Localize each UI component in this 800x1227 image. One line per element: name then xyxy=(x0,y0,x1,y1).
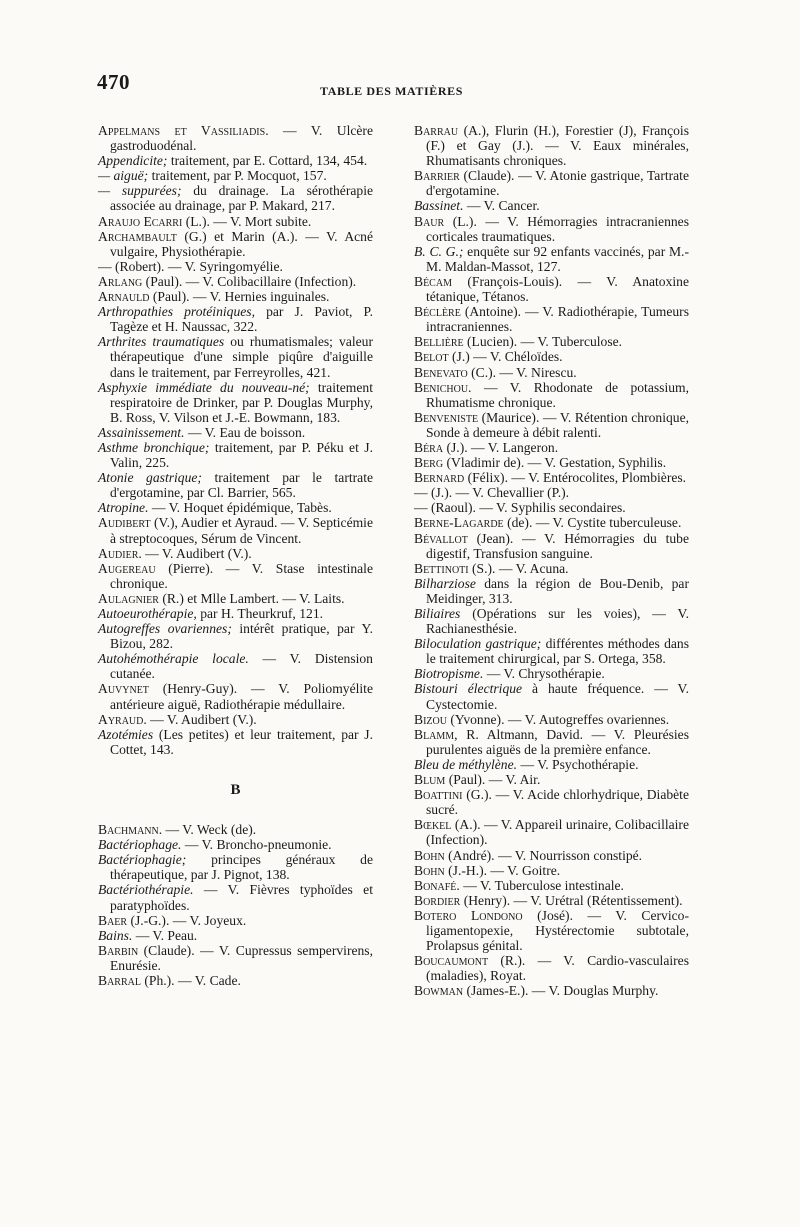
entry-text: (Paul). — V. Air. xyxy=(445,772,541,788)
entry-text: différentes méthodes dans le traitement chirurgical, par S. Ortega, 358. xyxy=(426,636,689,667)
index-entry xyxy=(414,772,689,787)
entry-heading: Augereau xyxy=(98,560,156,576)
entry-heading: Arthropathies protéiniques, xyxy=(98,304,255,320)
entry-text: (Maurice). — V. Rétention chronique, Sonde à demeure à débit ralenti. xyxy=(426,409,689,440)
index-entry xyxy=(414,787,689,817)
index-entry xyxy=(98,289,373,304)
index-entry xyxy=(98,425,373,440)
entry-text: principes généraux de thérapeutique, par J. Pignot, 138. xyxy=(110,852,373,883)
entry-heading: B. C. G.; xyxy=(414,243,464,259)
entry-text: traitement, par E. Cottard, 134, 454. xyxy=(167,153,368,169)
entry-heading: Bœkel xyxy=(414,817,452,833)
index-entry xyxy=(98,183,373,213)
entry-heading: Autogreffes ovariennes; xyxy=(98,621,232,637)
index-entry xyxy=(414,500,689,515)
entry-text: (Yvonne). — V. Autogreffes ovariennes. xyxy=(446,711,670,727)
entry-heading: Autohémothérapie locale. xyxy=(98,651,249,667)
entry-text: (G.) et Marin (A.). — V. Acné vulgaire, Physiothérapie. xyxy=(110,228,373,259)
index-entry xyxy=(98,727,373,757)
entry-heading: Arthrites traumatiques xyxy=(98,334,225,350)
index-entry xyxy=(414,636,689,666)
entry-text: (de). — V. Cystite tuberculeuse. xyxy=(503,515,682,531)
entry-heading: Bactériophagie; xyxy=(98,852,187,868)
index-entry xyxy=(414,334,689,349)
entry-text: (R.) et Mlle Lambert. — V. Laits. xyxy=(158,590,345,606)
index-entry xyxy=(98,229,373,259)
index-entry xyxy=(414,908,689,953)
entry-text: intérêt pratique, par Y. Bizou, 282. xyxy=(110,621,373,652)
entry-text: (Paul). — V. Hernies inguinales. xyxy=(149,289,330,305)
entry-heading: Atonie gastrique; xyxy=(98,470,202,486)
entry-heading: — aiguë; xyxy=(98,168,149,184)
index-entry xyxy=(98,712,373,727)
entry-heading: Bains. xyxy=(98,927,133,943)
entry-text: (G.). — V. Acide chlorhydrique, Diabète sucré. xyxy=(426,787,689,818)
entry-heading: — xyxy=(414,500,428,516)
entry-text: (L.). — V. Mort subite. xyxy=(182,213,312,229)
index-entry xyxy=(414,727,689,757)
entry-heading: — xyxy=(414,485,428,501)
entry-heading: Atropine. xyxy=(98,500,149,516)
entry-text: (Pierre). — V. Stase intestinale chronique. xyxy=(110,560,373,591)
entry-text: (Claude). — V. Cupressus sempervirens, Enurésie. xyxy=(110,942,373,973)
entry-heading: Bilharziose xyxy=(414,575,476,591)
entry-heading: Barrau xyxy=(414,123,459,138)
left-column xyxy=(98,123,373,988)
index-entry xyxy=(414,817,689,847)
entry-heading: Bassinet. xyxy=(414,198,464,214)
entry-heading: Berne-Lagarde xyxy=(414,515,504,531)
entry-text: (R.). — V. Cardio-vasculaires (maladies), Royat. xyxy=(426,953,689,984)
entry-text: (J.). — V. Chevallier (P.). xyxy=(427,485,570,501)
entry-heading: Auvynet xyxy=(98,681,149,697)
entry-text: (Paul). — V. Colibacillaire (Infection). xyxy=(142,273,357,289)
entry-heading: Azotémies xyxy=(98,726,154,742)
index-entry xyxy=(414,380,689,410)
entry-text: (J.). — V. Langeron. xyxy=(443,439,559,455)
entry-text: — V. Peau. xyxy=(132,927,198,943)
entry-text: (André). — V. Nourrisson constipé. xyxy=(444,847,643,863)
entry-text: (S.). — V. Acuna. xyxy=(468,560,569,576)
entry-heading: Appelmans et Vassiliadis. xyxy=(98,123,269,138)
entry-heading: Bachmann. xyxy=(98,822,163,838)
index-entry xyxy=(98,440,373,470)
index-entry xyxy=(98,928,373,943)
entry-text: — V. Broncho-pneumonie. xyxy=(181,837,332,853)
index-entry xyxy=(98,561,373,591)
entry-heading: Autoeurothérapie, xyxy=(98,606,197,621)
entry-text: (Robert). — V. Syringomyélie. xyxy=(111,258,283,274)
entry-text: (Vladimir de). — V. Gestation, Syphilis. xyxy=(443,455,667,471)
entry-text: dans la région de Bou-Denib, par Meidinger, 313. xyxy=(426,575,689,606)
index-entry xyxy=(98,606,373,621)
entry-heading: Bévallot xyxy=(414,530,468,546)
index-entry xyxy=(98,274,373,289)
index-entry xyxy=(98,168,373,183)
entry-heading: Appendicite; xyxy=(98,153,168,169)
index-entry xyxy=(98,500,373,515)
index-entry xyxy=(98,515,373,545)
entry-text: R. Altmann, David. — V. Pleurésies purulentes aiguës de la première enfance. xyxy=(426,726,689,757)
entry-text: — V. Cancer. xyxy=(463,198,540,214)
entry-text: (J.-H.). — V. Goitre. xyxy=(444,862,561,878)
entry-text: traitement par le tartrate d'ergotamine, par Cl. Barrier, 565. xyxy=(110,470,374,501)
index-entry xyxy=(98,546,373,561)
index-entry xyxy=(98,822,373,837)
entry-heading: Barral xyxy=(98,972,141,988)
entry-text: (A.), Flurin (H.), Forestier (J), François (F.) et Gay (J.). — V. Eaux minérales, Rhumatisants chroniques. xyxy=(426,123,689,169)
entry-text: (Raoul). — V. Syphilis secondaires. xyxy=(427,500,626,516)
entry-heading: Blamm, xyxy=(414,726,458,742)
entry-heading: Bécam xyxy=(414,273,452,289)
entry-heading: Bonafé. xyxy=(414,877,460,893)
entry-heading: Béclère xyxy=(414,304,461,320)
index-entry xyxy=(98,380,373,425)
index-entry xyxy=(98,123,373,153)
index-entry xyxy=(414,274,689,304)
section-letter: B xyxy=(230,781,241,798)
entry-text: — V. Rhodonate de potassium, Rhumatisme chronique. xyxy=(426,379,689,410)
index-entry xyxy=(98,304,373,334)
entry-text: (J.-G.). — V. Joyeux. xyxy=(127,912,247,928)
index-entry xyxy=(98,621,373,651)
entry-text: — V. Distension cutanée. xyxy=(110,651,373,682)
index-entry xyxy=(98,651,373,681)
entry-text: (Henry-Guy). — V. Poliomyélite antérieure aiguë, Radiothérapie médullaire. xyxy=(110,681,373,712)
entry-heading: Bistouri électrique xyxy=(414,681,523,697)
entry-text: (James-E.). — V. Douglas Murphy. xyxy=(463,983,659,999)
index-entry xyxy=(98,852,373,882)
entry-heading: Bizou xyxy=(414,711,447,727)
entry-text: traitement, par P. Péku et J. Valin, 225. xyxy=(110,439,373,471)
entry-heading: Barrier xyxy=(414,168,460,184)
entry-text: (Jean). — V. Hémorragies du tube digestif, Transfusion sanguine. xyxy=(426,530,689,561)
index-entry xyxy=(98,334,373,379)
index-entry xyxy=(414,485,689,500)
index-entry xyxy=(414,304,689,334)
entry-heading: Benveniste xyxy=(414,409,479,425)
entry-text: (José). — V. Cervico-ligamentopexie, Hystérectomie subtotale, Prolapsus génital. xyxy=(426,907,689,954)
entry-text: — V. Hoquet épidémique, Tabès. xyxy=(148,500,332,516)
index-entry xyxy=(414,666,689,681)
entry-heading: Barbin xyxy=(98,942,139,958)
entry-heading: Bohn xyxy=(414,847,445,863)
index-entry xyxy=(98,973,373,988)
entry-text: (A.). — V. Appareil urinaire, Colibacillaire (Infection). xyxy=(426,817,689,848)
entry-text: enquête sur 92 enfants vaccinés, par M.-M. Maldan-Massot, 127. xyxy=(426,243,689,274)
entry-heading: Aulagnier xyxy=(98,590,159,606)
index-entry xyxy=(414,349,689,364)
index-entry xyxy=(414,848,689,863)
entry-text: (L.). — V. Hémorragies intracraniennes corticales traumatiques. xyxy=(426,213,689,244)
entry-heading: Bactériophage. xyxy=(98,837,182,853)
index-entry xyxy=(414,214,689,244)
entry-text: (Félix). — V. Entérocolites, Plombières. xyxy=(464,470,687,486)
index-entry xyxy=(414,893,689,908)
entry-text: — V. Chrysothérapie. xyxy=(483,666,605,682)
index-entry xyxy=(414,561,689,576)
entry-heading: Asthme bronchique; xyxy=(98,439,210,455)
index-entry xyxy=(414,953,689,983)
index-entry xyxy=(98,591,373,606)
entry-heading: Boucaumont xyxy=(414,953,489,969)
entry-text: (V.), Audier et Ayraud. — V. Septicémie à streptocoques, Sérum de Vincent. xyxy=(110,515,373,546)
entry-heading: Bactériothérapie. xyxy=(98,882,194,898)
entry-heading: Assainissement. xyxy=(98,424,185,440)
entry-text: (Les petites) et leur traitement, par J. Cottet, 143. xyxy=(110,726,373,757)
entry-heading: Biloculation gastrique; xyxy=(414,636,542,652)
entry-heading: Biliaires xyxy=(414,606,461,621)
index-entry xyxy=(98,913,373,928)
entry-heading: Arnauld xyxy=(98,289,150,305)
entry-heading: Biotropisme. xyxy=(414,666,484,682)
index-entry xyxy=(414,244,689,274)
entry-heading: Archambault xyxy=(98,228,177,244)
entry-text: traitement respiratoire de Drinker, par P. Douglas Murphy, B. Ross, V. Vilson et J.-E. Bowmann, 183. xyxy=(110,379,373,425)
entry-heading: Boattini xyxy=(414,787,463,803)
page-number: 470 xyxy=(97,70,130,94)
entry-heading: Bellière xyxy=(414,334,464,350)
entry-heading: Belot xyxy=(414,349,449,365)
entry-heading: Berg xyxy=(414,455,444,471)
index-entry xyxy=(414,576,689,606)
index-entry xyxy=(414,712,689,727)
entry-heading: Bernard xyxy=(414,470,465,486)
entry-text: (Opérations sur les voies), — V. Rachianesthésie. xyxy=(426,606,689,637)
entry-heading: Ayraud. xyxy=(98,711,147,727)
entry-text: par J. Paviot, P. Tagèze et H. Naussac, 322. xyxy=(110,304,374,335)
entry-heading: Benichou. xyxy=(414,379,472,395)
entry-text: — V. Audibert (V.). xyxy=(141,545,252,561)
index-entry xyxy=(414,440,689,455)
entry-heading: Botero Londono xyxy=(414,907,523,923)
index-entry xyxy=(98,681,373,711)
right-column xyxy=(414,123,689,998)
index-entry xyxy=(98,214,373,229)
entry-heading: Araujo Ecarri xyxy=(98,213,183,229)
entry-heading: Baur xyxy=(414,213,445,229)
index-entry xyxy=(414,455,689,470)
entry-text: (Claude). — V. Atonie gastrique, Tartrate d'ergotamine. xyxy=(426,168,689,199)
entry-text: (Antoine). — V. Radiothérapie, Tumeurs intracraniennes. xyxy=(426,304,689,335)
index-entry xyxy=(414,410,689,440)
entry-heading: Baer xyxy=(98,912,128,928)
entry-heading: Audibert xyxy=(98,515,151,531)
entry-text: du drainage. La sérothérapie associée au drainage, par P. Makard, 217. xyxy=(110,183,373,214)
entry-text: (Henry). — V. Urétral (Rétentissement). xyxy=(460,892,683,908)
index-entry xyxy=(414,983,689,998)
entry-heading: Bordier xyxy=(414,892,461,908)
index-entry xyxy=(414,531,689,561)
entry-text: — V. Ulcère gastroduodénal. xyxy=(110,123,373,154)
index-entry xyxy=(414,757,689,772)
entry-text: ou rhumatismales; valeur thérapeutique d'une simple piqûre d'aiguille dans le traitement, par Ferreyrolles, 421. xyxy=(110,334,373,380)
entry-heading: Bettinoti xyxy=(414,560,469,576)
index-entry xyxy=(98,470,373,500)
index-entry xyxy=(98,259,373,274)
index-entry xyxy=(414,863,689,878)
entry-text: (J.) — V. Chéloïdes. xyxy=(448,349,563,365)
entry-heading: — suppurées; xyxy=(98,183,182,199)
entry-heading: Bowman xyxy=(414,983,464,999)
entry-heading: Bleu de méthylène. xyxy=(414,756,518,772)
entry-heading: Blum xyxy=(414,772,446,788)
index-entry xyxy=(414,681,689,711)
index-entry xyxy=(414,515,689,530)
entry-heading: Audier. xyxy=(98,545,142,561)
entry-heading: Benevato xyxy=(414,364,468,380)
entry-text: (François-Louis). — V. Anatoxine tétanique, Tétanos. xyxy=(426,273,689,305)
index-entry xyxy=(98,882,373,912)
index-entry xyxy=(98,837,373,852)
entry-text: (Lucien). — V. Tuberculose. xyxy=(463,334,623,350)
index-entry xyxy=(414,365,689,380)
entry-text: — V. Fièvres typhoïdes et paratyphoïdes. xyxy=(110,882,373,913)
entry-text: — V. Weck (de). xyxy=(162,822,257,838)
index-entry xyxy=(414,123,689,168)
entry-heading: Arlang xyxy=(98,273,143,289)
index-entry xyxy=(98,943,373,973)
entry-text: (Ph.). — V. Cade. xyxy=(140,972,241,988)
entry-heading: Bohn xyxy=(414,862,445,878)
entry-text: — V. Tuberculose intestinale. xyxy=(459,877,624,893)
index-entry xyxy=(414,878,689,893)
entry-heading: Asphyxie immédiate du nouveau-né; xyxy=(98,379,310,395)
entry-text: traitement, par P. Mocquot, 157. xyxy=(148,168,327,184)
index-entry xyxy=(414,198,689,213)
index-entry xyxy=(98,153,373,168)
entry-heading: — xyxy=(98,258,112,274)
index-entry xyxy=(414,606,689,636)
entry-text: — V. Eau de boisson. xyxy=(184,424,306,440)
entry-text: — V. Psychothérapie. xyxy=(517,756,639,772)
entry-text: (C.). — V. Nirescu. xyxy=(467,364,577,380)
entry-text: à haute fréquence. — V. Cystectomie. xyxy=(426,681,689,712)
entry-heading: Béra xyxy=(414,439,444,455)
index-entry xyxy=(414,470,689,485)
entry-text: — V. Audibert (V.). xyxy=(146,711,257,727)
running-title: TABLE DES MATIÈRES xyxy=(320,84,464,98)
entry-text: par H. Theurkruf, 121. xyxy=(196,606,324,621)
index-entry xyxy=(414,168,689,198)
